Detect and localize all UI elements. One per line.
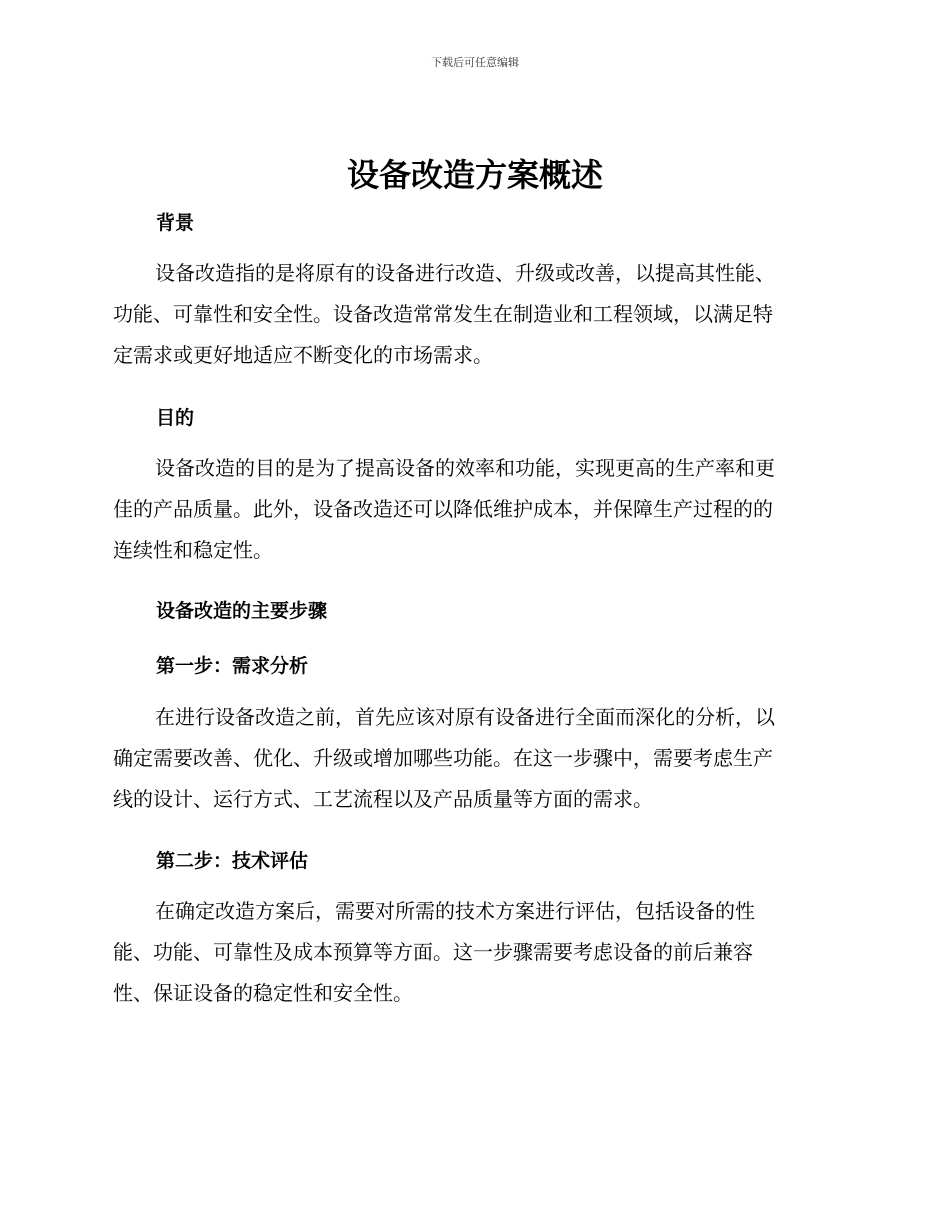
section-heading-main-steps: 设备改造的主要步骤 (156, 600, 328, 622)
paragraph-line: 设备改造指的是将原有的设备进行改造、升级或改善，以提高其性能、 (155, 261, 775, 285)
paragraph-line: 设备改造的目的是为了提高设备的效率和功能，实现更高的生产率和更 (155, 456, 775, 480)
paragraph-line: 性、保证设备的稳定性和安全性。 (113, 981, 413, 1005)
paragraph-line: 佳的产品质量。此外，设备改造还可以降低维护成本，并保障生产过程的的 (113, 497, 773, 521)
paragraph-line: 连续性和稳定性。 (113, 538, 273, 562)
section-paragraph-background (113, 253, 833, 376)
paragraph-line: 定需求或更好地适应不断变化的市场需求。 (113, 343, 493, 367)
paragraph-line: 线的设计、运行方式、工艺流程以及产品质量等方面的需求。 (113, 787, 653, 811)
paragraph-line: 能、功能、可靠性及成本预算等方面。这一步骤需要考虑设备的前后兼容 (113, 940, 753, 964)
section-heading-step-two: 第二步：技术评估 (156, 850, 309, 872)
document-title: 设备改造方案概述 (346, 156, 603, 194)
section-paragraph-step-one (113, 697, 833, 820)
section-heading-purpose: 目的 (156, 407, 195, 429)
section-paragraph-purpose (113, 448, 833, 571)
section-heading-step-one: 第一步：需求分析 (156, 655, 309, 677)
paragraph-line: 功能、可靠性和安全性。设备改造常常发生在制造业和工程领域，以满足特 (113, 302, 773, 326)
section-paragraph-step-two (113, 891, 833, 1014)
paragraph-line: 在进行设备改造之前，首先应该对原有设备进行全面而深化的分析，以 (155, 705, 775, 729)
section-heading-background: 背景 (156, 212, 195, 234)
header-note: 下载后可任意编辑 (431, 56, 519, 69)
paragraph-line: 确定需要改善、优化、升级或增加哪些功能。在这一步骤中，需要考虑生产 (113, 746, 773, 770)
paragraph-line: 在确定改造方案后，需要对所需的技术方案进行评估，包括设备的性 (155, 899, 755, 923)
